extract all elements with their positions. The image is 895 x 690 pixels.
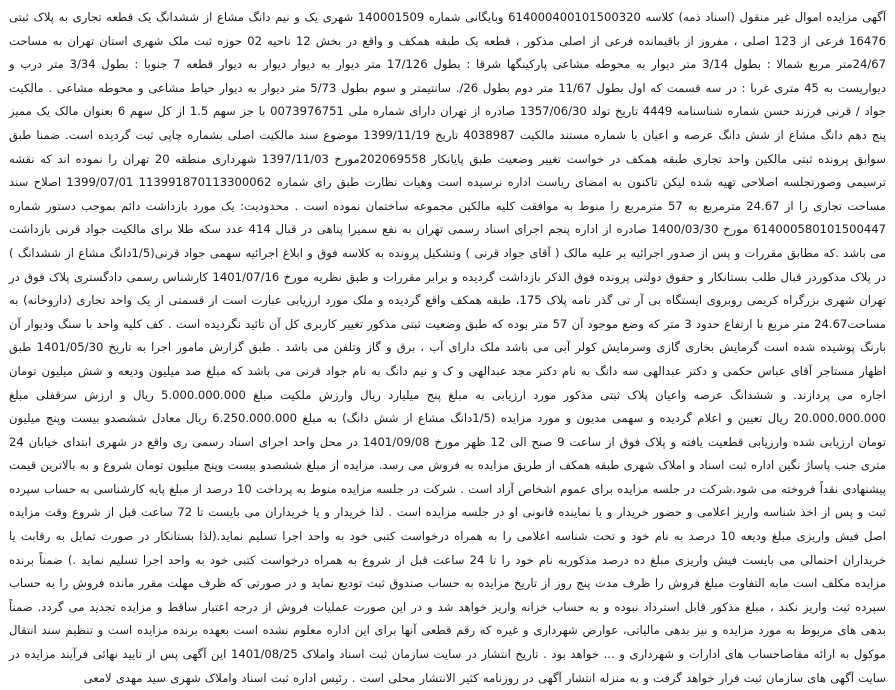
auction-notice-text: آگهی مزایده اموال غیر منقول (اسناد ذمه) کلاسه 14000400101500320‏6 وبایگانی شماره 140001509 شهری یک و نیم دانگ مشاع از ششدانگ یک قطعه تجاری به پلاک ثبتی 16476 فرعی از 123 اصلی ، مفروز از باقیمانده فرعی از اصلی مذکور ، قطعه یک طبقه همکف و واقع در بخش 12 ناحیه 02 حوزه ثبت ملک شهری استان تهران به مساحت 24/67متر مربع شمالا : بطول 3/14 متر دیوار به محوطه مشاعی پارکینگها شرقا : بطول 17/126 متر دیوار به دیوار دیوار به دیوار قطعه 7 جنوبا : بطول 3/34 متر درب و دیواریست به 45 متری غربا : در سه قسمت که اول بطول 11/67 متر دوم بطول 26/. سانتیمتر و سوم بطول 5/73 متر دیوار به دیوار حیاط مشاعی و محوطه مشاعی . مالکیت جواد / قرنی فرزند حسن شماره شناسنامه 4449 تاریخ تولد 1357/06/30 صادره از تهران دارای شماره ملی 0073976751 با جز سهم 1.5 از کل سهم 6 بعنوان مالک یک ممیز پنج دهم دانگ مشاع از شش دانگ عرصه و اعیان با شماره مستند مالکیت 4038987 تاریخ 1399/11/19 موضوع سند مالکیت اصلی بشماره چاپی ثبت گردیده است. ضمنا طبق سوابق پرونده ثبتی مالکین واحد تجاری طبقه همکف در خواست تغییر وضعیت طبق پایانکار 202069558مورخ 1397/11/03 شهرداری منطقه 20 تهران را نموده اند که نقشه ترسیمی وصورتجلسه اصلاحی تهیه شده لیکن تاکنون به امضای ریاست اداره نرسیده است وهیات نظارت طبق رای شماره 13991870113300062‏1 1399/07/01 اصلاح سند مساحت تجاری را از 24.67 مترمربع به 57 مترمربع را منوط به موافقت کلیه مالکین مجموعه ساختمان نموده است . محدودیت: یک مورد بازداشت دائم بموجب دستور شماره 14000580101500447‏6 مورخ 1400/03/30 صادره از اداره پنجم اجرای اسناد رسمی تهران به نفع سمیرا پناهی در قبال 414 عدد سکه طلا برای مالکیت جواد قرنی بازداشت می باشد .که مطابق مقررات و پس از صدور اجرائیه بر علیه مالک ( آقای جواد قرنی ) وتشکیل پرونده به کلاسه فوق و ابلاغ اجرائیه سهمی جواد قرنی(1/5دانگ مشاع از ششدانگ ) در پلاک مذکوردر قبال طلب بستانکار و حقوق دولتی پرونده فوق الذکر بازداشت گردیده و برابر مقررات و طبق نظریه مورخ 1401/07/16 کارشناس رسمی دادگستری پلاک فوق در تهران شهری بزرگراه کریمی روبروی ایستگاه بی آر تی گذر نامه پلاک 175، طبقه همکف واقع گردیده و ملک مورد ارزیابی عبارت است از قسمتی از یک واحد تجاری (داروخانه) به مساحت24.67 متر مربع با ارتفاع حدود 3 متر که وضع موجود آن 57 متر بوده که طبق وضعیت ثبتی مذکور تغییر کاربری کل آن تائید نگردیده است . کف کلیه واحد با سنگ ودیوار آن بارنگ پوشیده شده است گرمایش بخاری گازی وسرمایش کولر آبی می باشد ملک دارای آب ، برق و گاز وتلفن می باشد . طبق گزارش مامور اجرا به تاریخ 1401/05/30 طبق اظهار مستاجر آقای عباس حکمی و دکتر عبدالهی سه دانگ به نام دکتر مجد عبدالهی و ک و نیم دانگ به نام جواد قرنی می باشد که مبلغ صد میلیون ودیعه و شش میلیون تومان اجاره می پردازند. و ششدانگ عرصه واعیان پلاک ثبتی مذکور مورد ارزیابی به مبلغ پنج میلیارد ریال وارزش ملکیت مبلغ 5.000.000.000 ریال و ارزش سرقفلی مبلغ 20.000.000.000 ریال تعیین و اعلام گردیده و سهمی مدیون و مورد مزایده (1/5دانگ مشاع از شش دانگ) به مبلغ 6.250.000.000 ریال معادل ششصدو بیست وپنج میلیون تومان ارزیابی شده وارزیابی قطعیت یافته و پلاک فوق از ساعت 9 صبح الی 12 ظهر مورخ 1401/09/08 در محل واحد اجرای اسناد رسمی ری واقع در شهری ابتدای خیابان 24 متری جنب پاساژ نگین اداره ثبت اسناد و املاک شهری طبقه همکف از طریق مزایده به فروش می رسد. مزایده از مبلغ ششصدو بیست وپنج میلیون تومان شروع و به بالاترین قیمت پیشنهادی نقداً فروخته می شود.شرکت در جلسه مزایده برای عموم اشخاص آزاد است . شرکت در جلسه مزایده منوط به پرداخت 10 درصد از مبلغ پایه کارشناسی به حساب سپرده ثبت و پس از اخذ شناسه واریز اعلامی و حضور خریدار و یا نماینده قانونی او در جلسه مزایده است . لذا خریدار و یا خریداران می بایست تا 72 ساعت قبل از شروع وقت مزایده اصل فیش واریزی مبلغ ودیعه 10 درصد به نام خود و تحت شناسه اعلامی را به همراه درخواست کتبی خود به واحد اجرا تسلیم نماید.(لذا بستانکار در صورت تمایل به رقابت یا خریداران احتمالی می بایست فیش واریزی مبلغ ده درصد مذکوربه نام خود را تا 24 ساعت قبل از شروع به همراه درخواست کتبی خود به واحد اجرا تسلیم نماید .) ضمناً برنده مزایده مکلف است مابه التفاوت مبلغ فروش را ظرف مدت پنج روز از تاریخ مزایده به حساب صندوق ثبت تودیع نماید و در صورتی که ظرف مهلت مقرر مانده فروش را به حساب سپرده ثبت واریز نکند ، مبلغ مذکور قابل استرداد نبوده و به حساب خزانه واریز خواهد شد و در این صورت عملیات فروش از درجه اعتبار ساقط و مزایده تجدید می گردد. ضمناً بدهی های مربوط به مورد مزایده و نیز بدهی مالیاتی، عوارض شهرداری و غیره که رقم قطعی آنها برای این اداره معلوم نشده است بعهده برنده مزایده است و تنظیم سند انتقال موکول به ارائه مفاصاحساب های ادارات و شهرداری و ... خواهد بود . تاریخ انتشار در سایت سازمان ثبت اسناد واملاک 1401/08/25 این آگهی پس از تایید نهائی فرآیند مزایده در سایت آگهی های سازمان ثبت قرار خواهد گرفت و به منزله انتشار آگهی در روزنامه کثیر الانتشار محلی است . رئیس اداره ثبت اسناد واملاک شهری سید مهدی لامعی xyxy=(9,10,887,685)
